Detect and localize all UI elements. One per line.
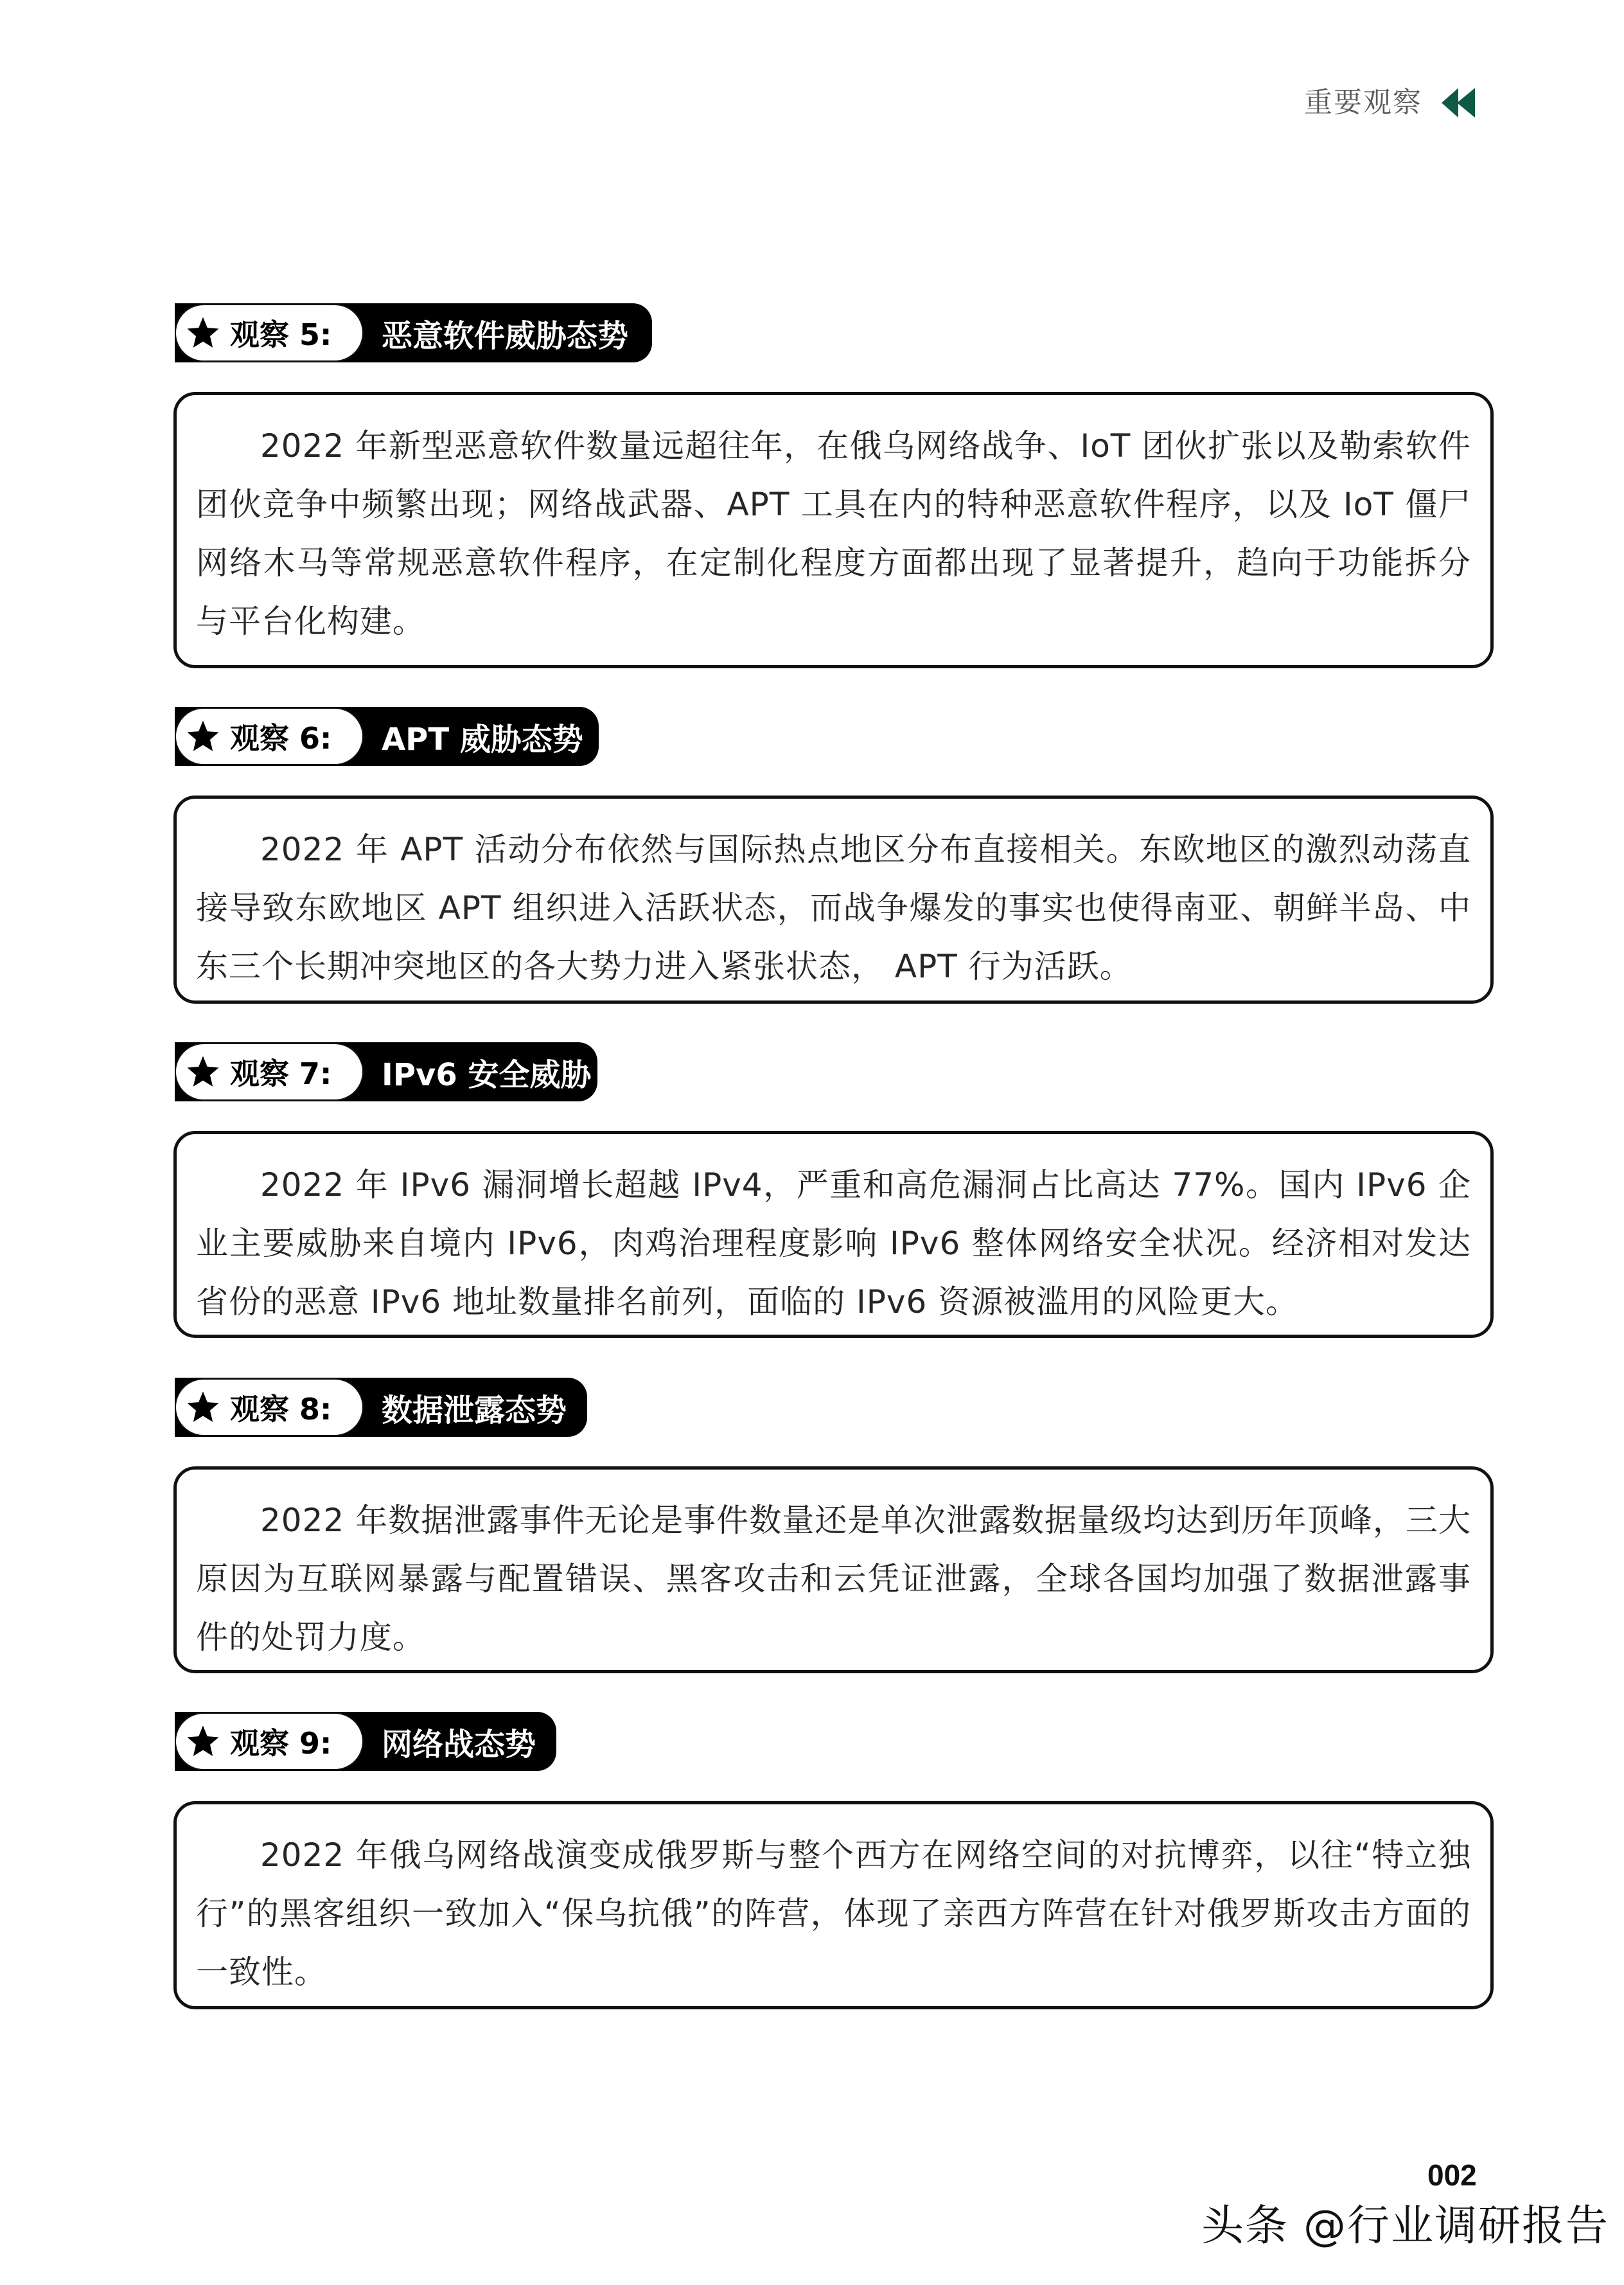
star-icon [185, 1054, 221, 1090]
badge-title: APT 威胁态势 [382, 721, 583, 758]
badge-label: 观察 6: [230, 721, 332, 756]
badge-label: 观察 7: [230, 1056, 332, 1091]
badge-label: 观察 9: [230, 1726, 332, 1761]
badge-label-pill [175, 1043, 364, 1101]
badge-label-pill [175, 707, 364, 765]
page-header [1304, 82, 1476, 123]
observation-text: 2022 年俄乌网络战演变成俄罗斯与整个西方在网络空间的对抗博弈，以往“特立独行”的黑客组织一致加入“保乌抗俄”的阵营，体现了亲西方阵营在针对俄罗斯攻击方面的一致性。 [196, 1836, 1471, 1991]
badge-label: 观察 5: [230, 317, 332, 352]
badge-title: IPv6 安全威胁 [382, 1056, 592, 1093]
observation-box-8 [173, 1466, 1494, 1673]
star-icon [185, 718, 221, 754]
badge-title: 数据泄露态势 [382, 1392, 567, 1428]
observation-text: 2022 年新型恶意软件数量远超往年，在俄乌网络战争、IoT 团伙扩张以及勒索软件团伙竞争中频繁出现；网络战武器、APT 工具在内的特种恶意软件程序，以及 IoT 僵尸网络木马等常规恶意软件程序，在定制化程度方面都出现了显著提升，趋向于功能拆分与平台化构建。 [196, 427, 1471, 640]
observation-box-7 [173, 1131, 1494, 1338]
watermark: 头条 @行业调研报告 [1201, 2201, 1609, 2250]
badge-label-pill [175, 304, 364, 362]
double-left-arrow-icon [1440, 87, 1476, 119]
observation-text: 2022 年数据泄露事件无论是事件数量还是单次泄露数据量级均达到历年顶峰，三大原因为互联网暴露与配置错误、黑客攻击和云凭证泄露，全球各国均加强了数据泄露事件的处罚力度。 [196, 1502, 1471, 1656]
badge-title: 恶意软件威胁态势 [382, 317, 629, 354]
observation-text: 2022 年 APT 活动分布依然与国际热点地区分布直接相关。东欧地区的激烈动荡直接导致东欧地区 APT 组织进入活跃状态，而战争爆发的事实也使得南亚、朝鲜半岛、中东三个长期冲突地区的各大势力进入紧张状态， APT 行为活跃。 [196, 831, 1471, 985]
section-title: 重要观察 [1304, 86, 1422, 119]
badge-title: 网络战态势 [382, 1726, 536, 1763]
observation-badge-8 [175, 1378, 567, 1437]
badge-label-pill [175, 1712, 364, 1770]
star-icon [185, 1723, 221, 1759]
star-icon [185, 315, 221, 351]
badge-label: 观察 8: [230, 1392, 332, 1427]
star-icon [185, 1389, 221, 1425]
observation-box-5 [173, 392, 1494, 668]
observation-box-9 [173, 1801, 1494, 2009]
observation-badge-7 [175, 1042, 591, 1101]
badge-label-pill [175, 1378, 364, 1436]
page-number: 002 [1427, 2158, 1477, 2192]
observation-badge-5 [175, 303, 628, 362]
observation-box-6 [173, 796, 1494, 1004]
observation-text: 2022 年 IPv6 漏洞增长超越 IPv4，严重和高危漏洞占比高达 77%。国内 IPv6 企业主要威胁来自境内 IPv6，肉鸡治理程度影响 IPv6 整体网络安全状况。经济相对发达省份的恶意 IPv6 地址数量排名前列，面临的 IPv6 资源被滥用的风险更大。 [196, 1166, 1471, 1320]
observation-badge-9 [175, 1712, 536, 1771]
observation-badge-6 [175, 707, 583, 766]
